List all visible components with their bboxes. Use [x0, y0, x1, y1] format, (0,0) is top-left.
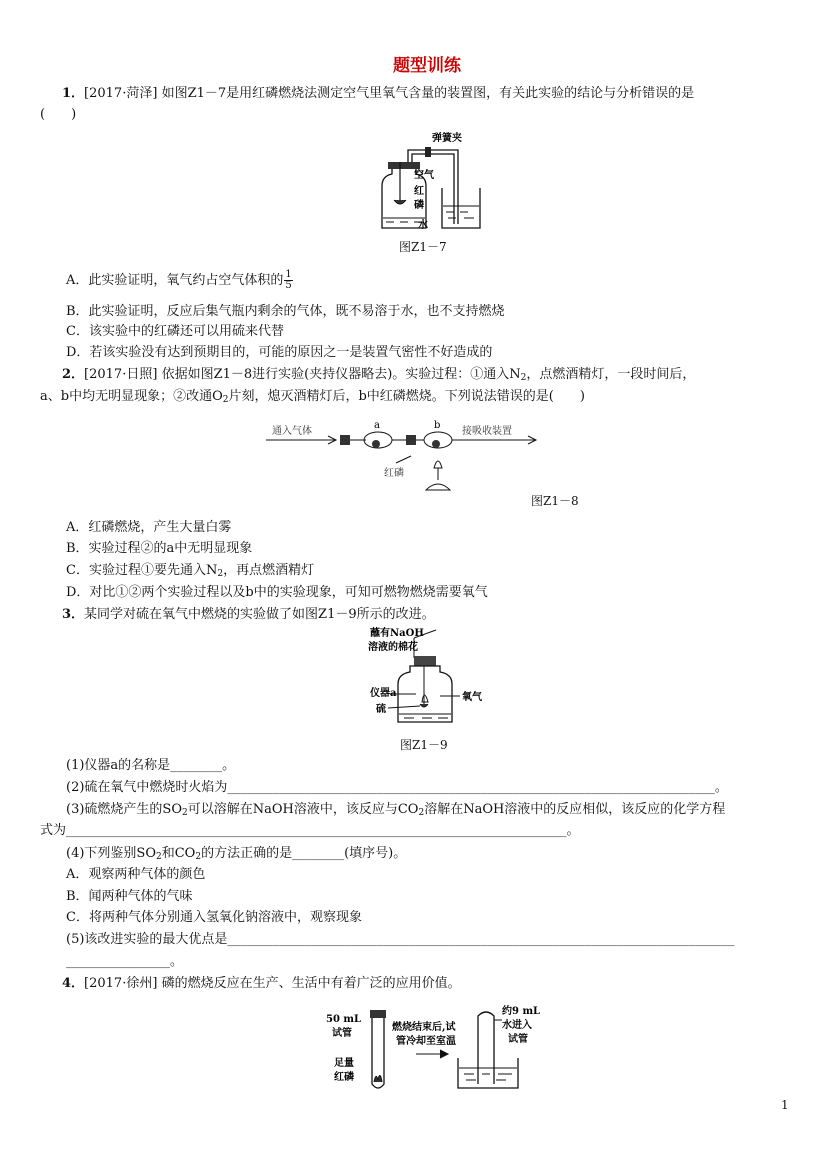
stopper: [388, 162, 420, 169]
q1-source: [2017·菏泽]: [84, 86, 158, 101]
test-tube-right: [478, 1012, 494, 1084]
label-9ml: 约9 mL: [502, 1006, 541, 1017]
q3-sub5-line1: (5)该改进实验的最大优点是______________________________________________________________________________: [66, 932, 735, 947]
q3-option-c: C．将两种气体分别通入氢氧化钠溶液中，观察现象: [66, 910, 362, 925]
page-title: 题型训练: [393, 56, 461, 76]
q2-stem-line1: 2．[2017·日照] 依据如图Z1－8进行实验(夹持仪器略去)。实验过程：①通入$N_2$，点燃酒精灯，一段时间后，: [62, 367, 696, 383]
page-number: 1: [781, 1098, 789, 1112]
label-enough: 足量: [334, 1058, 354, 1069]
label-b: b: [434, 420, 441, 431]
label-red-phosphorus: 红磷: [384, 468, 404, 479]
q2-option-b: B．实验过程②的a中无明显现象: [66, 541, 253, 556]
q3-sub1: (1)仪器a的名称是________。: [66, 758, 236, 773]
q2-figure-caption: 图Z1－8: [531, 494, 579, 508]
label-spring-clip: 弹簧夹: [432, 133, 462, 144]
label-red: 红: [414, 186, 424, 197]
q3-sub3-line1: (3)硫燃烧产生的$SO_2$可以溶解在NaOH溶液中，该反应与$CO_2$溶解在NaOH溶液中的反应相似，该反应的化学方程: [66, 802, 726, 818]
q1-option-b: B．此实验证明，反应后集气瓶内剩余的气体，既不易溶于水，也不支持燃烧: [66, 304, 505, 319]
q1-text: 如图Z1－7是用红磷燃烧法测定空气里氧气含量的装置图，有关此实验的结论与分析错误的是: [161, 86, 695, 101]
figure-z1-8: [266, 418, 546, 498]
figure-z1-7: [370, 128, 490, 238]
label-a: a: [374, 420, 380, 431]
label-naoh-cotton-2: 溶液的棉花: [368, 642, 418, 653]
label-arrow-2: 管冷却至室温: [396, 1036, 456, 1047]
label-arrow-1: 燃烧结束后,试: [392, 1022, 456, 1033]
figure-q4: [326, 1002, 566, 1098]
beaker: [442, 188, 480, 228]
figure-z1-9: [366, 626, 496, 736]
q3-figure-caption: 图Z1－9: [400, 738, 448, 752]
q1-figure-caption: 图Z1－7: [399, 240, 447, 254]
q3-sub2: (2)硫在氧气中燃烧时火焰为___________________________________________________________________________。: [66, 780, 728, 795]
label-absorber: 接吸收装置: [462, 426, 512, 437]
label-oxygen: 氧气: [462, 692, 482, 703]
label-water-in: 水进入: [502, 1020, 532, 1031]
q1-option-c: C．该实验中的红磷还可以用硫来代替: [66, 324, 284, 339]
label-red-p: 红磷: [334, 1072, 354, 1083]
label-tube: 试管: [332, 1028, 352, 1039]
q3-sub3-line2: 式为_____________________________________________________________________________。: [40, 823, 580, 838]
label-water: 水: [418, 220, 428, 231]
q1-number: 1．: [62, 86, 85, 101]
q3-sub5-line2: ________________。: [66, 954, 184, 969]
label-sulfur: 硫: [376, 704, 386, 715]
spring-clip-mark: [425, 147, 431, 157]
q3-option-a: A．观察两种气体的颜色: [66, 867, 206, 882]
q1-option-d: D．若该实验没有达到预期目的，可能的原因之一是装置气密性不好造成的: [66, 345, 493, 360]
q2-option-a: A．红磷燃烧，产生大量白雾: [66, 520, 232, 535]
q2-option-d: D．对比①②两个实验过程以及b中的实验现象，可知可燃物燃烧需要氧气: [66, 585, 488, 600]
label-air: 空气: [414, 170, 434, 181]
label-phosphorus: 磷: [414, 200, 424, 211]
label-instrument-a: 仪器a: [370, 688, 397, 699]
label-naoh-cotton-1: 蘸有NaOH: [370, 628, 424, 639]
q2-stem-line2: a、b中均无明显现象；②改通$O_2$片刻，熄灭酒精灯后，b中红磷燃烧。下列说法错误的是( ): [40, 389, 585, 405]
label-50ml: 50 mL: [326, 1014, 362, 1025]
q2-option-c: C．实验过程①要先通入$N_2$，再点燃酒精灯: [66, 563, 315, 579]
q1-paren: ( ): [40, 107, 77, 122]
q3-sub4: (4)下列鉴别$SO_2$和$CO_2$的方法正确的是________(填序号)。: [66, 846, 407, 862]
q3-option-b: B．闻两种气体的气味: [66, 889, 193, 904]
q1-option-a: A．此实验证明，氧气约占空气体积的 $\frac{1}{5}$: [66, 269, 292, 291]
water-trough: [458, 1058, 518, 1088]
label-input-gas: 通入气体: [272, 426, 312, 437]
q3-stem: 3．某同学对硫在氧气中燃烧的实验做了如图Z1－9所示的改进。: [62, 607, 435, 622]
alcohol-lamp: [426, 484, 450, 490]
q1-stem: [62, 85, 694, 103]
test-tube-left: [372, 1018, 384, 1088]
q4-stem: 4．[2017·徐州] 磷的燃烧反应在生产、生活中有着广泛的应用价值。: [62, 976, 461, 991]
label-tube-right: 试管: [508, 1034, 528, 1045]
